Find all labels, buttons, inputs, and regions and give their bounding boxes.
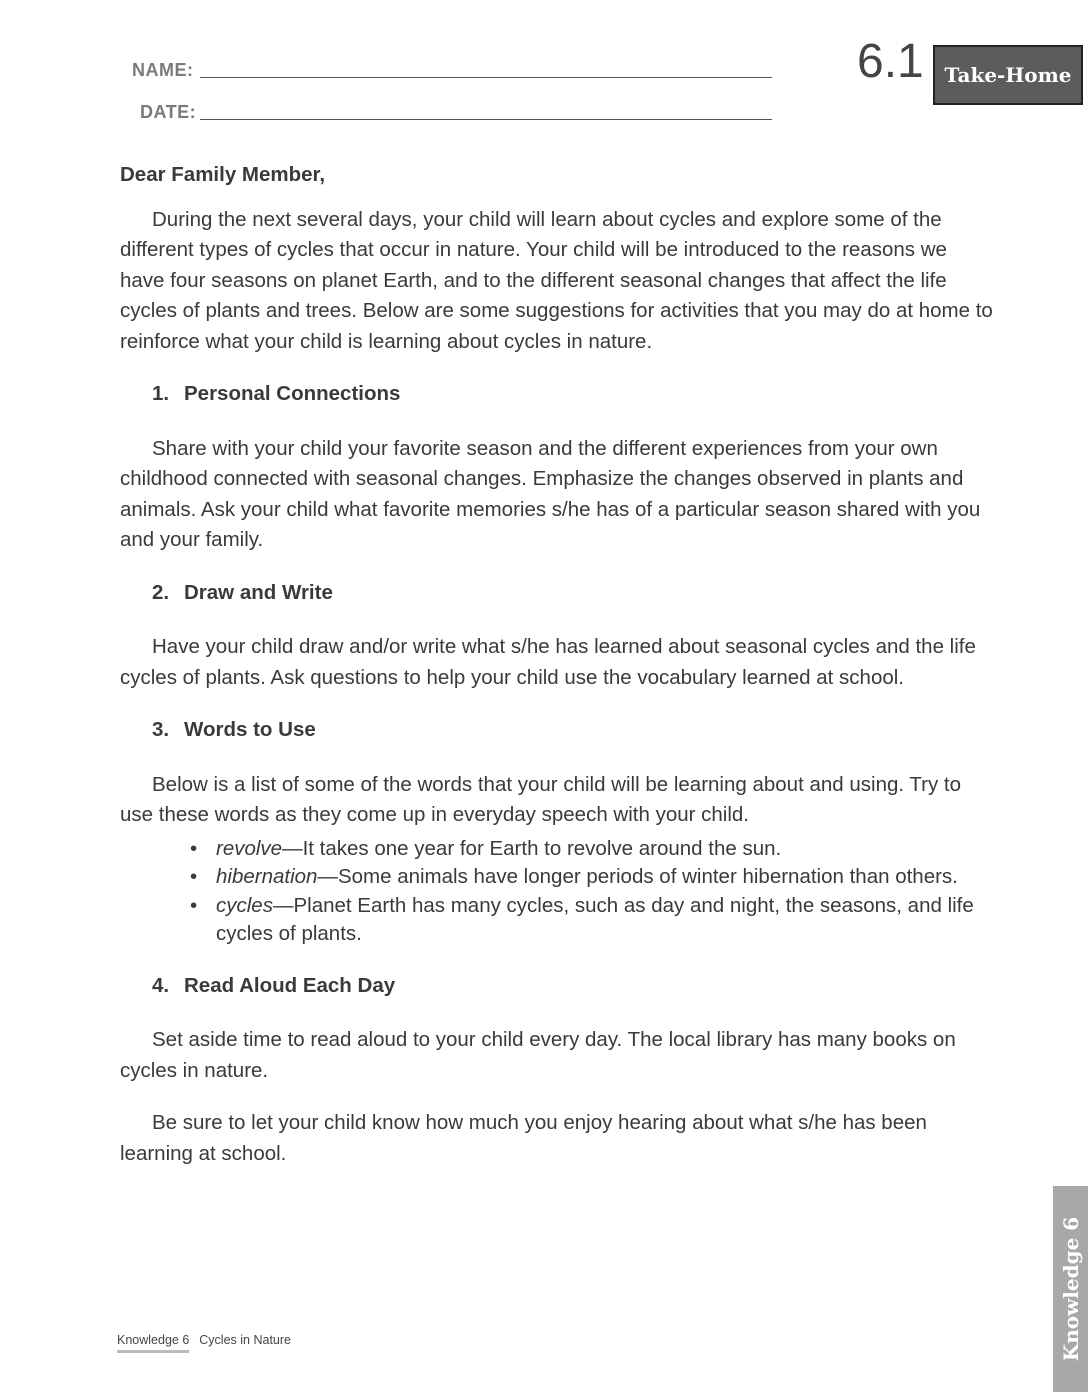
section-heading-2: [152, 578, 995, 609]
section-title: Draw and Write: [184, 580, 333, 604]
section-heading-1: [152, 379, 995, 410]
list-item: [190, 835, 995, 864]
section-number: 4.: [152, 973, 170, 997]
section-title: Personal Connections: [184, 382, 401, 405]
date-field[interactable]: [200, 119, 772, 120]
section-heading-3: [152, 715, 995, 746]
name-label: NAME:: [132, 60, 194, 80]
vocab-term: cycles: [216, 893, 273, 917]
vocab-definition: —Planet Earth has many cycles, such as day and night, the seasons, and life cycles of plants.: [216, 893, 974, 945]
vocab-term: hibernation: [216, 865, 318, 888]
section-body-2: Have your child draw and/or write what s/he has learned about seasonal cycles and the life cycles of plants. Ask questions to help your child use the vocabulary learned at school.: [120, 635, 976, 689]
section-number: 2.: [152, 580, 170, 604]
section-body-4: Set aside time to read aloud to your child every day. The local library has many books on cycles in nature.: [120, 1028, 956, 1082]
list-item: [190, 892, 995, 949]
salutation: Dear Family Member,: [120, 163, 326, 186]
page-footer: [117, 1333, 291, 1353]
take-home-badge: Take-Home: [933, 45, 1083, 105]
vocab-definition: —Some animals have longer periods of winter hibernation than others.: [317, 865, 958, 888]
footer-course: Knowledge 6: [117, 1333, 189, 1353]
section-title: Words to Use: [184, 718, 316, 741]
section-number: 1.: [152, 382, 170, 405]
vocab-definition: —It takes one year for Earth to revolve around the sun.: [282, 836, 782, 860]
date-label: DATE:: [140, 102, 197, 122]
letter-body: [120, 160, 995, 1191]
section-title: Read Aloud Each Day: [184, 973, 396, 997]
list-item: [190, 863, 995, 892]
intro-paragraph: During the next several days, your child will learn about cycles and explore some of the different types of cycles that occur in nature. Your child will be introduced to the reasons we have four seasons on planet Earth, and to the different seasonal changes that affect the life cycles of plants and trees. Below are some suggestions for activities that you may do at home to reinforce what your child is learning about cycles in nature.: [120, 207, 993, 353]
section-body-3: Below is a list of some of the words that your child will be learning about and using. Try to use these words as they come up in everyday speech with your child.: [120, 772, 962, 826]
footer-unit: Cycles in Nature: [199, 1333, 291, 1347]
vocabulary-list: [120, 835, 995, 949]
vocab-term: revolve: [216, 836, 283, 860]
name-field[interactable]: [200, 77, 772, 78]
section-number: 3.: [152, 718, 170, 741]
closing-paragraph: Be sure to let your child know how much you enjoy hearing about what s/he has been learning at school.: [120, 1111, 927, 1165]
section-heading-4: [152, 971, 995, 1002]
lesson-number: 6.1: [857, 35, 924, 88]
section-body-1: Share with your child your favorite season and the different experiences from your own childhood connected with seasonal changes. Emphasize the changes observed in plants and animals. Ask your child what favorite memories s/he has of a particular season shared with you and your family.: [120, 436, 981, 551]
side-tab-label: Knowledge 6: [1058, 1216, 1083, 1362]
side-tab: [1053, 1186, 1088, 1392]
